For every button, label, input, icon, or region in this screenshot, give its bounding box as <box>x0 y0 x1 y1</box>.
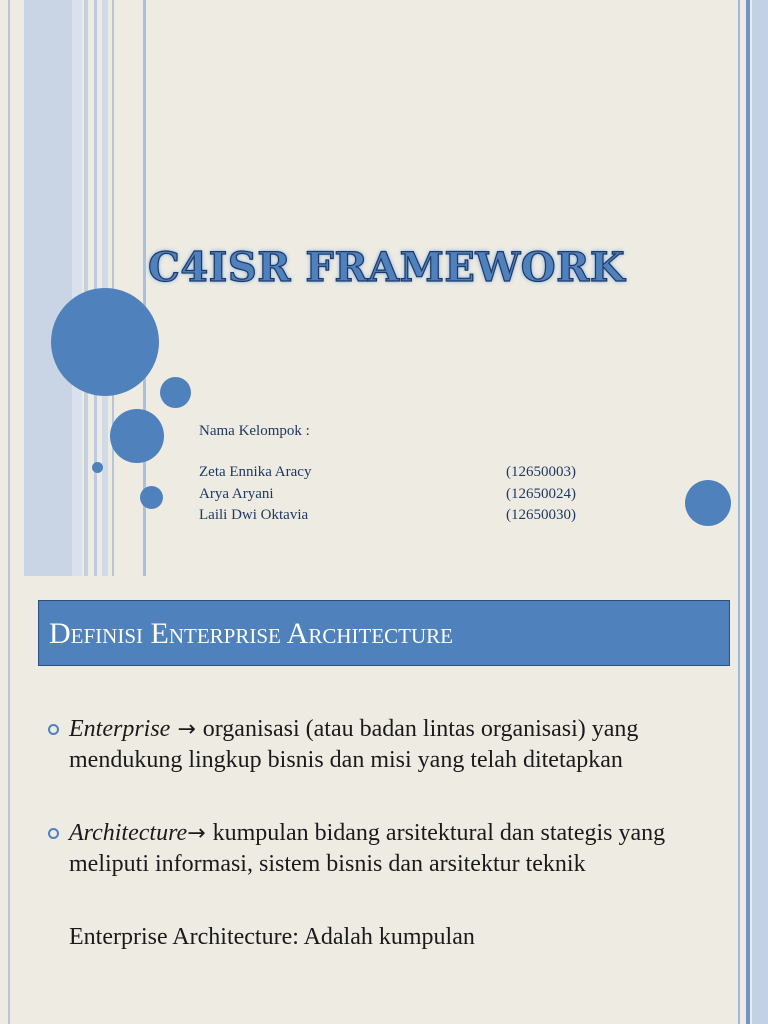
bullet-ring-icon <box>48 724 59 735</box>
bullet-ring-icon <box>48 828 59 839</box>
bullet-text: organisasi (atau badan lintas organisasi) yang mendukung lingkup bisnis dan misi yang telah ditetapkan <box>69 716 639 773</box>
member-name: Zeta Ennika Aracy <box>199 464 312 480</box>
right-arrow-icon: → <box>170 717 203 742</box>
member-nim: (12650024) <box>506 485 576 502</box>
bullet-term: Architecture <box>69 820 188 846</box>
bullet-item <box>48 818 688 880</box>
decor-circle <box>110 409 164 463</box>
member-nim: (12650030) <box>506 507 576 523</box>
decor-circle <box>51 288 159 396</box>
decor-stripe <box>84 0 88 576</box>
decor-circle <box>92 462 103 473</box>
slide-content <box>48 714 688 953</box>
right-arrow-icon: → <box>187 821 213 846</box>
member-row <box>199 484 619 506</box>
definition-slide <box>0 576 768 1024</box>
member-nim: (12650003) <box>506 464 576 480</box>
decor-stripe <box>72 0 82 576</box>
bullet-text: kumpulan bidang arsitektural dan stategis yang meliputi informasi, sistem bisnis dan arsitektur teknik <box>69 820 666 877</box>
decor-stripe <box>8 576 10 1024</box>
definition-paragraph: Enterprise Architecture: Adalah kumpulan <box>69 924 475 950</box>
header-banner <box>38 600 730 666</box>
decor-circle <box>685 480 731 526</box>
decor-stripe <box>24 0 72 576</box>
decor-stripe <box>746 0 750 576</box>
decor-stripe <box>738 576 740 1024</box>
decor-stripe <box>8 0 10 576</box>
member-list <box>199 421 619 527</box>
slide-title: C4ISR FRAMEWORK <box>148 244 626 291</box>
decor-circle <box>140 486 163 509</box>
member-row <box>199 462 619 484</box>
member-name: Arya Aryani <box>199 485 274 502</box>
decor-circle <box>160 377 191 408</box>
decor-stripe <box>746 576 750 1024</box>
decor-stripe <box>738 0 740 576</box>
members-label: Nama Kelompok : <box>199 423 310 439</box>
bullet-item <box>48 714 688 776</box>
header-title: Definisi Enterprise Architecture <box>49 617 454 650</box>
member-row <box>199 505 619 527</box>
bullet-term: Enterprise <box>69 716 171 742</box>
decor-stripe <box>752 0 768 576</box>
decor-stripe <box>752 576 768 1024</box>
member-name: Laili Dwi Oktavia <box>199 507 309 523</box>
